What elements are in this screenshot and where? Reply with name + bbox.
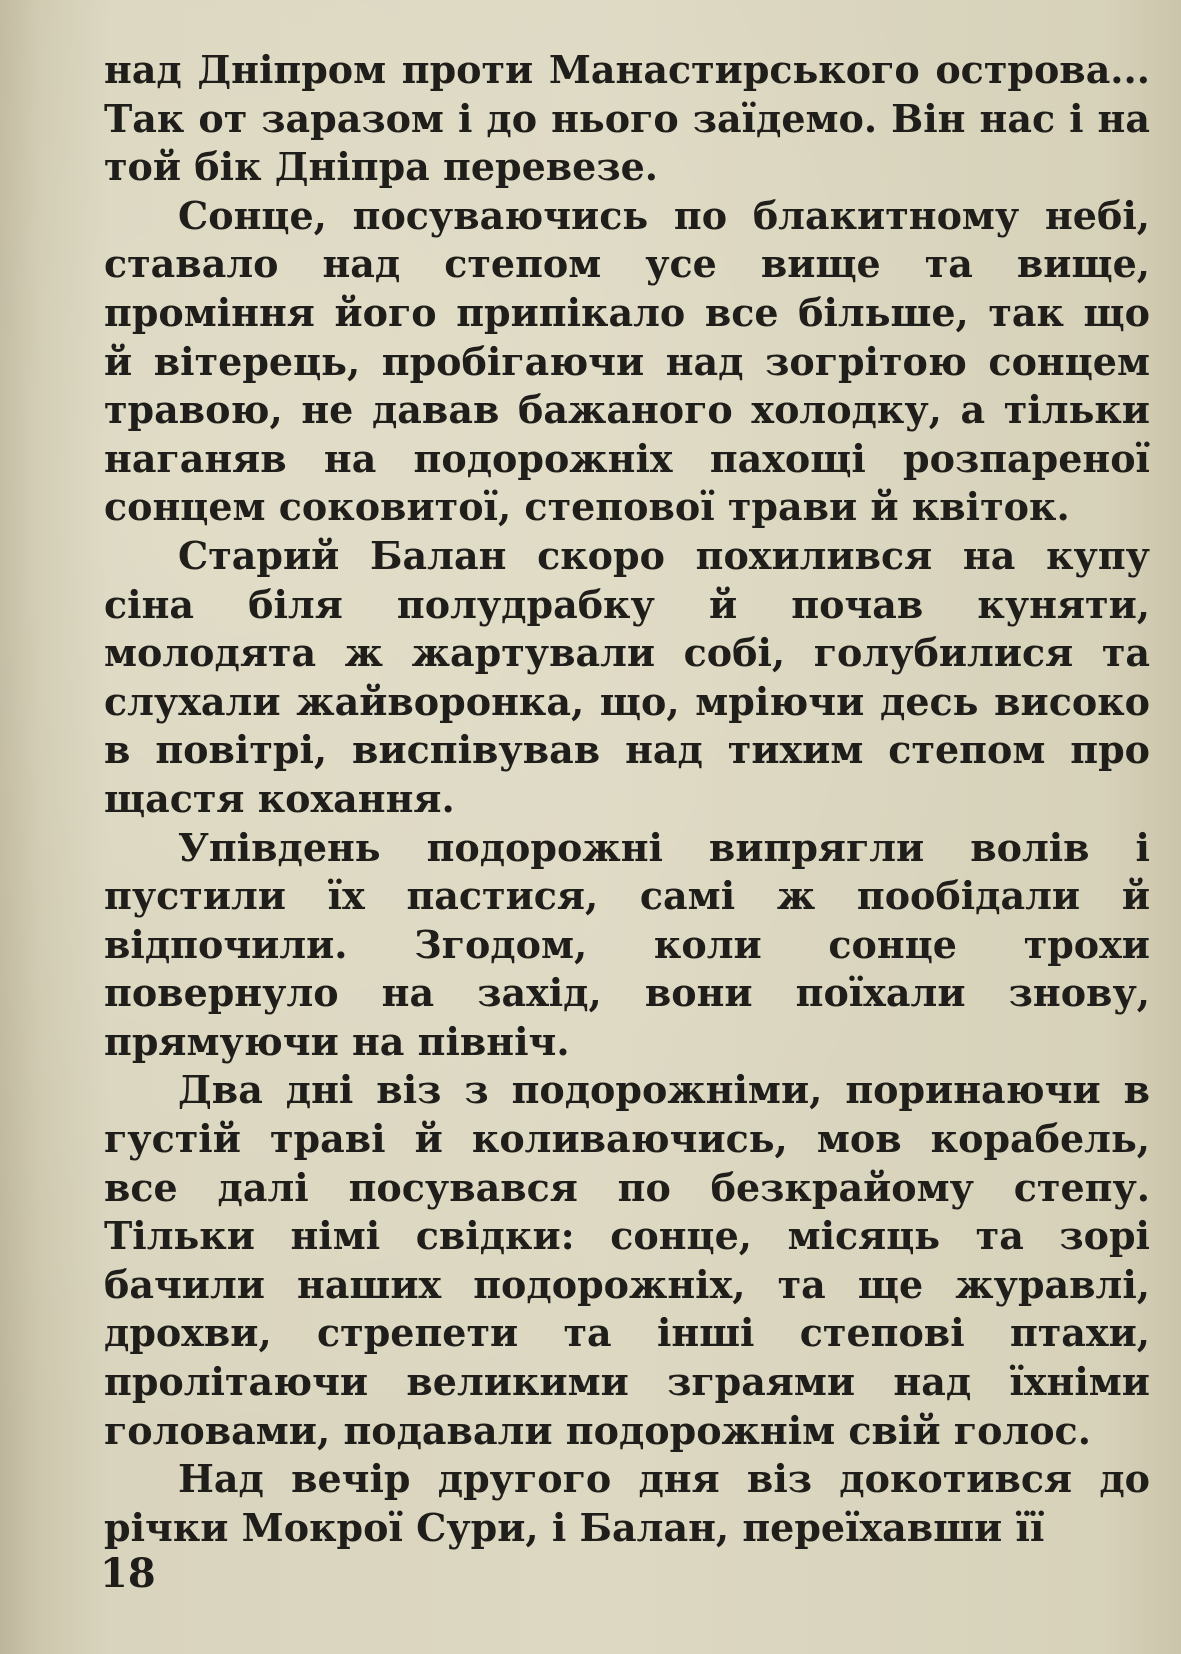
paragraph-4: Упівдень подорожні випрягли волів і пустили їх пастися, самі ж пообідали й відпочили. Згодом, коли сонце трохи повернуло на захід, вони поїхали знову, прямуючи на північ.: [104, 824, 1150, 1064]
paragraph-2: Сонце, посуваючись по блакитному небі, ставало над степом усе вище та вище, проміння його припікало все більше, так що й вітерець, пробігаючи над зогрітою сонцем травою, не давав бажаного холодку, а тільки наганяв на подорожніх пахощі розпареної сонцем соковитої, степової трави й квіток.: [104, 192, 1150, 530]
body-text: [104, 46, 1150, 1552]
paragraph-3: Старий Балан скоро похилився на купу сіна біля полудрабку й почав куняти, молодята ж жартували собі, голубилися та слухали жайворонка, що, мріючи десь високо в повітрі, виспівував над тихим степом про щастя кохання.: [104, 532, 1150, 821]
page-number: 18: [100, 1550, 156, 1597]
paragraph-1: над Дніпром проти Манастирського острова... Так от заразом і до нього заїдемо. Він нас і на той бік Дніпра перевезе.: [104, 47, 1150, 190]
paragraph-6: Над вечір другого дня віз докотився до річки Мокрої Сури, і Балан, переїхавши її: [104, 1456, 1150, 1550]
paragraph-5: Два дні віз з подорожніми, поринаючи в густій траві й коливаючись, мов корабель, все далі посувався по безкрайому степу. Тільки німі свідки: сонце, місяць та зорі бачили наших подорожніх, та ще журавлі, дрохви, стрепети та інші степові птахи, пролітаючи великими зграями над їхніми головами, подавали подорожнім свій голос.: [104, 1067, 1150, 1453]
